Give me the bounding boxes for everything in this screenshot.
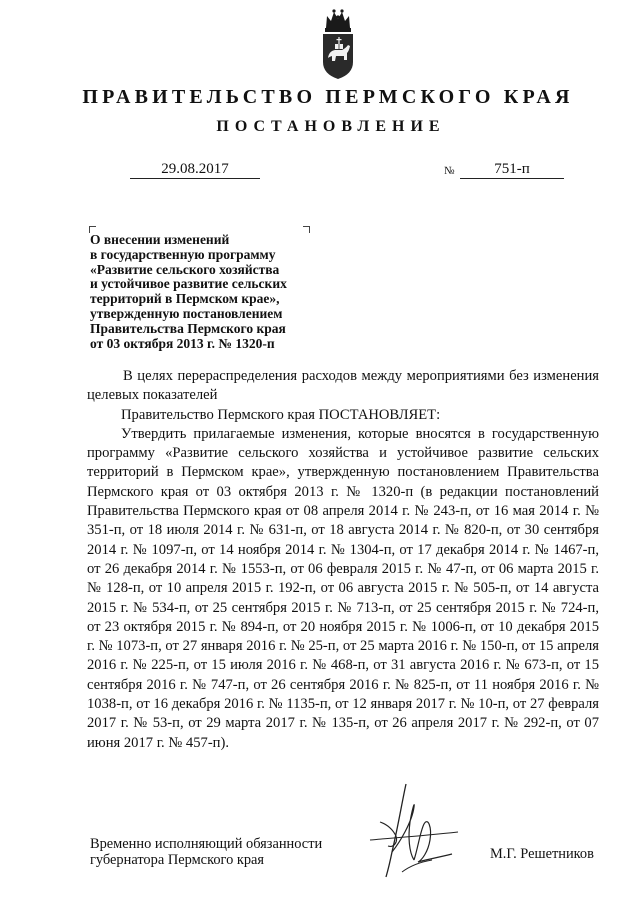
document-number: 751-п xyxy=(460,160,564,179)
document-body xyxy=(87,367,599,753)
body-paragraph-approve: Утвердить прилагаемые изменения, которые вносятся в государственную программу «Развитие сельского хозяйства и устойчивое развитие сельских территорий в Пермском крае», утвержденную постановлением Правительства Пермского края от 03 октября 2013 г. № 1320-п (в редакции постановлений Правительства Пермского края от 08 апреля 2014 г. № 243-п, от 16 мая 2014 г. № 351-п, от 18 июля 2014 г. № 631-п, от 18 августа 2014 г. № 820-п, от 30 сентября 2014 г. № 1097-п, от 14 ноября 2014 г. № 1304-п, от 17 декабря 2014 г. № 1467-п, от 26 декабря 2014 г. № 1553-п, от 06 февраля 2015 г. № 47-п, от 06 марта 2015 г. № 128-п, от 10 апреля 2015 г. 192-п, от 06 августа 2015 г. № 505-п, от 14 августа 2015 г. № 534-п, от 25 сентября 2015 г. № 713-п, от 25 сентября 2015 г. № 724-п, от 23 октября 2015 г. № 894-п, от 20 ноября 2015 г. № 1006-п, от 10 декабря 2015 г. № 1073-п, от 27 января 2016 г. № 25-п, от 25 марта 2016 г. № 150-п, от 15 апреля 2016 г. № 225-п, от 15 июля 2016 г. № 468-п, от 31 августа 2016 г. № 673-п, от 15 сентября 2016 г. № 747-п, от 26 сентября 2016 г. № 825-п, от 11 ноября 2016 г. № 1038-п, от 16 декабря 2016 г. № 1135-п, от 12 января 2017 г. № 10-п, от 27 февраля 2017 г. № 53-п, от 29 марта 2017 г. № 135-п, от 26 апреля 2017 г. № 292-п, от 07 июня 2017 г. № 457-п). xyxy=(87,425,599,751)
document-subject xyxy=(90,233,320,351)
body-paragraph: В целях перераспределения расходов между мероприятиями без изменения целевых показателей xyxy=(87,368,599,404)
signatory-name: М.Г. Решетников xyxy=(490,846,594,862)
subject-line: территорий в Пермском крае», xyxy=(90,291,280,307)
government-title: ПРАВИТЕЛЬСТВО ПЕРМСКОГО КРАЯ xyxy=(82,86,574,108)
subject-corner-mark-right xyxy=(303,226,310,233)
signatory-position-line: Временно исполняющий обязанности xyxy=(90,836,323,852)
subject-line: О внесении изменений xyxy=(90,232,230,247)
subject-line: и устойчивое развитие сельских xyxy=(90,276,287,292)
subject-line: в государственную программу xyxy=(90,246,276,262)
body-paragraph-resolves: Правительство Пермского края ПОСТАНОВЛЯЕТ: xyxy=(121,406,441,423)
number-label: № xyxy=(444,165,455,177)
document-date: 29.08.2017 xyxy=(130,160,260,179)
subject-line: утвержденную постановлением xyxy=(90,305,283,321)
signatory-position-line: губернатора Пермского края xyxy=(90,852,265,868)
signatory-position xyxy=(90,836,322,868)
subject-line: от 03 октября 2013 г. № 1320-п xyxy=(90,335,275,351)
document-type: ПОСТАНОВЛЕНИЕ xyxy=(216,118,446,135)
coat-of-arms-icon xyxy=(318,6,358,80)
subject-line: «Развитие сельского хозяйства xyxy=(90,261,280,277)
subject-line: Правительства Пермского края xyxy=(90,320,286,336)
handwritten-signature xyxy=(362,782,472,897)
